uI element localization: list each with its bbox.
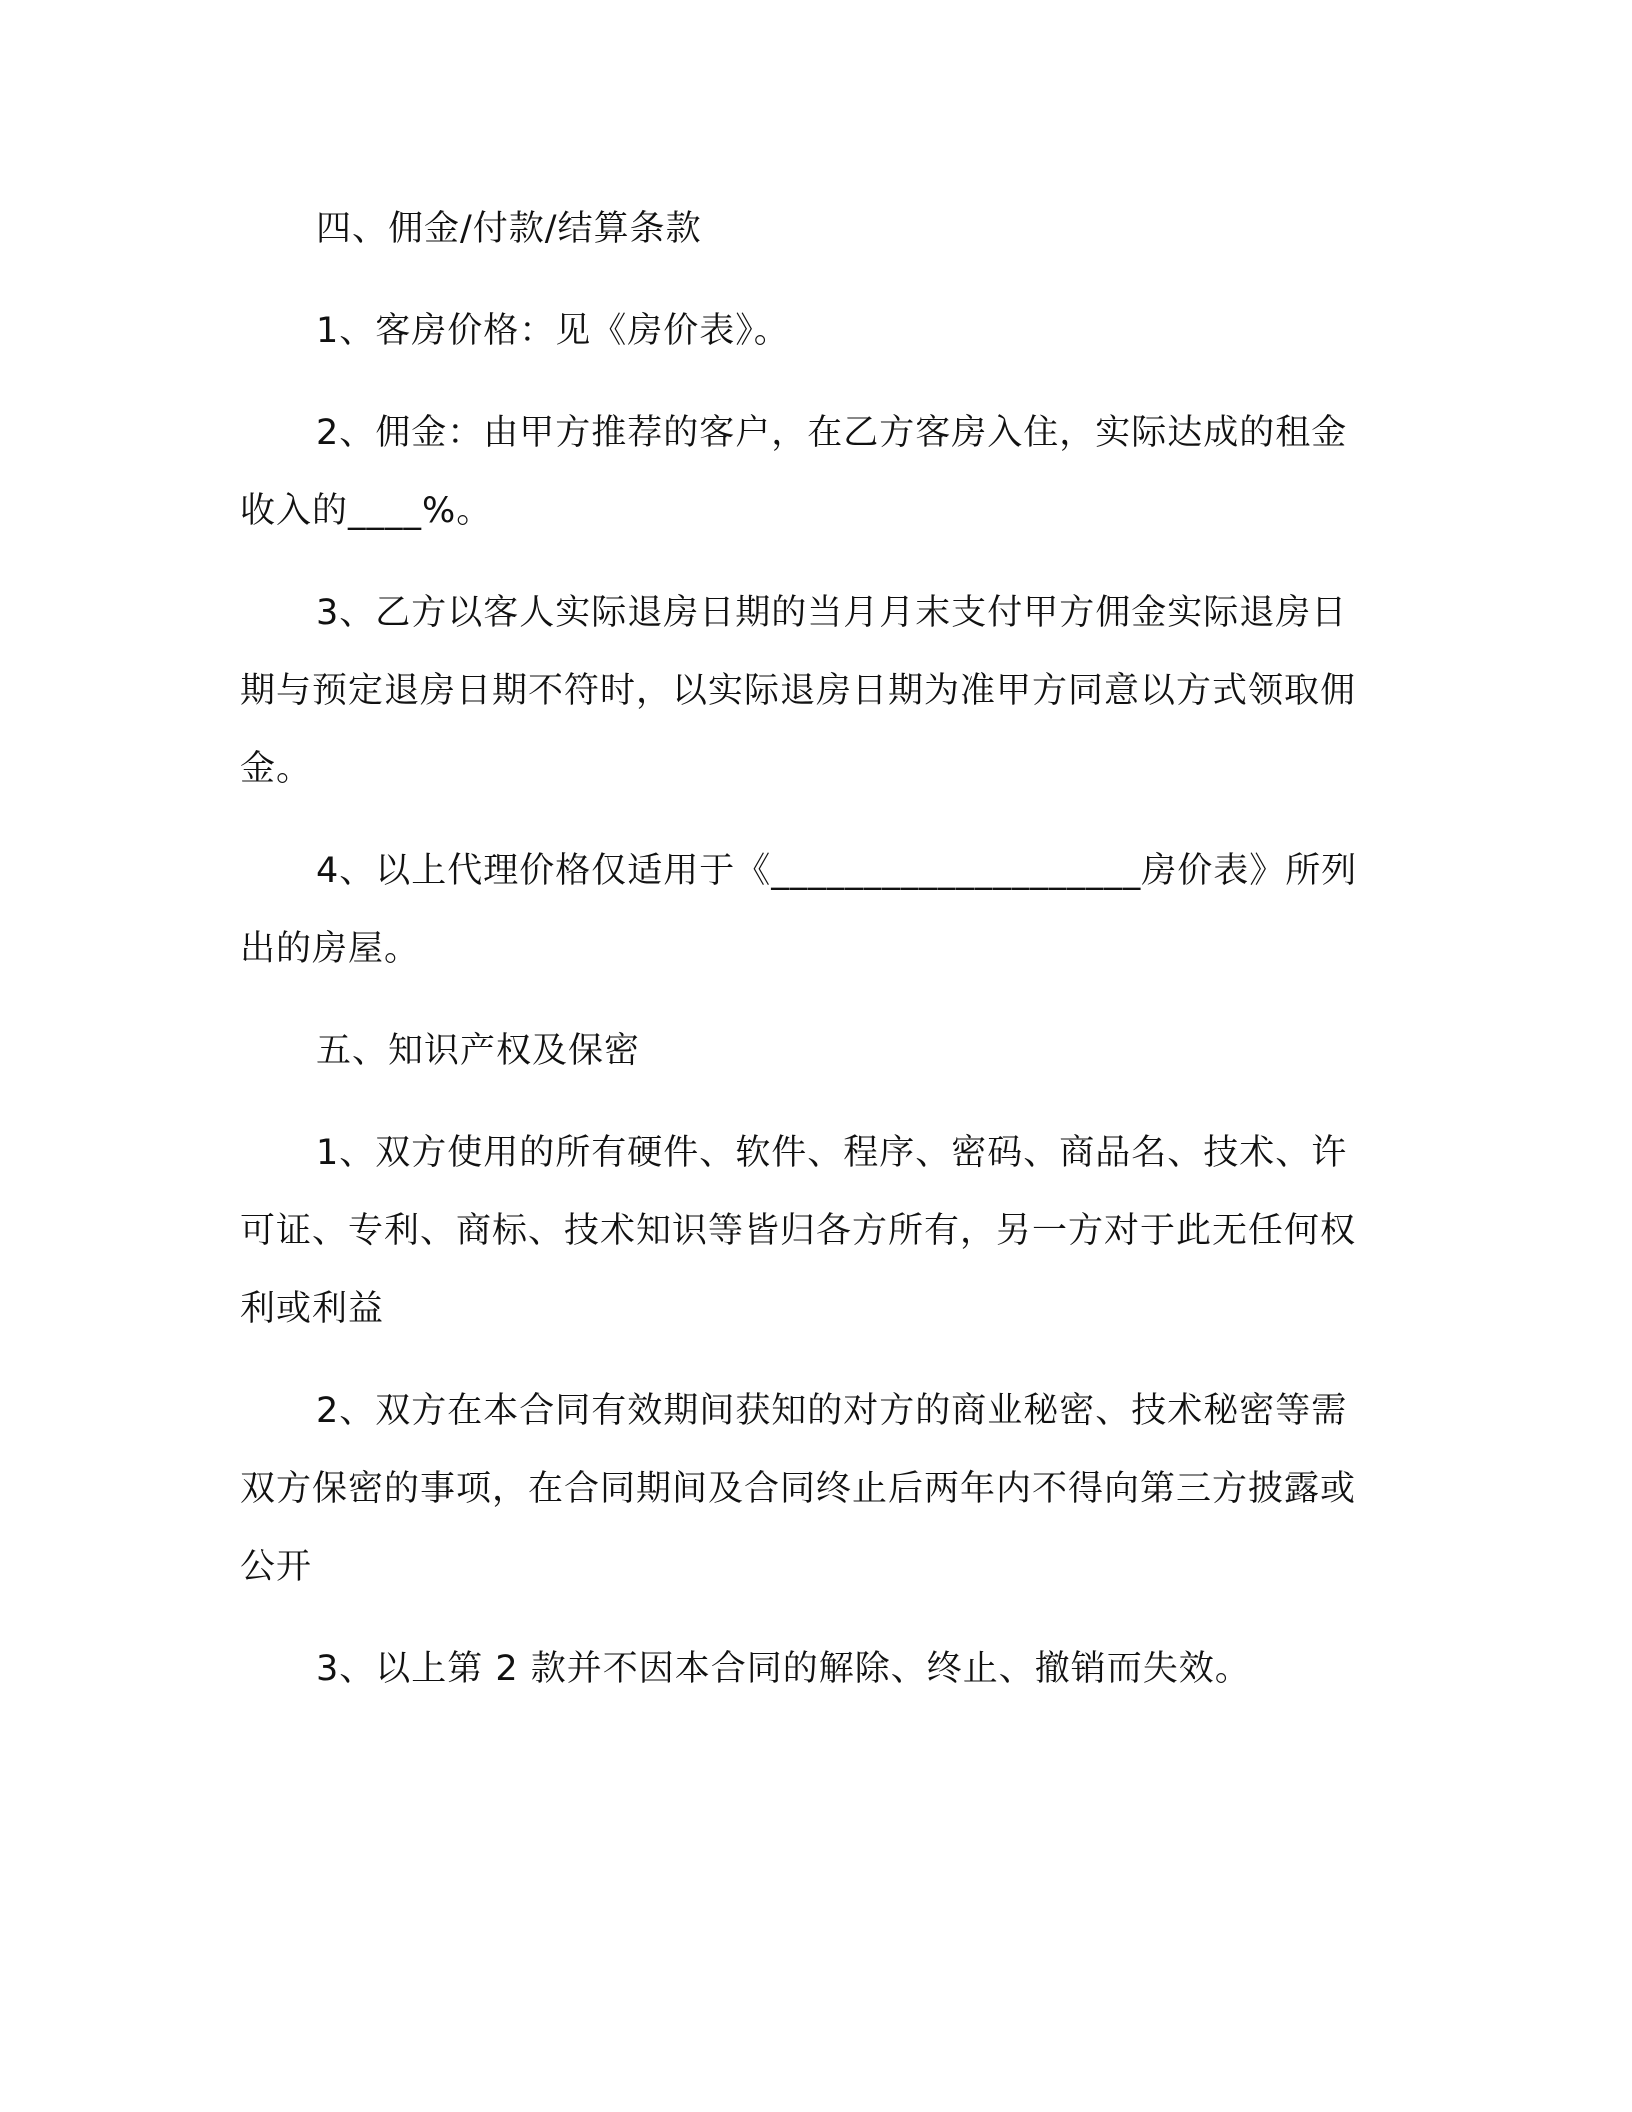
clause-ip-ownership: 1、双方使用的所有硬件、软件、程序、密码、商品名、技术、许可证、专利、商标、技术知识等皆归各方所有，另一方对于此无任何权利或利益 xyxy=(240,1133,1357,1329)
clause-room-price: 1、客房价格：见《房价表》。 xyxy=(316,311,790,351)
section-heading-commission: 四、佣金/付款/结算条款 xyxy=(316,209,702,249)
clause-payment-timing: 3、乙方以客人实际退房日期的当月月末支付甲方佣金实际退房日期与预定退房日期不符时，以实际退房日期为准甲方同意以方式领取佣金。 xyxy=(240,593,1357,789)
document-body xyxy=(240,190,1372,1708)
section-heading-ip-confidentiality: 五、知识产权及保密 xyxy=(316,1031,641,1071)
clause-survival: 3、以上第 2 款并不因本合同的解除、终止、撤销而失效。 xyxy=(316,1649,1251,1689)
clause-commission-rate: 2、佣金：由甲方推荐的客户，在乙方客房入住，实际达成的租金收入的____%。 xyxy=(240,413,1348,531)
clause-confidentiality: 2、双方在本合同有效期间获知的对方的商业秘密、技术秘密等需双方保密的事项，在合同期间及合同终止后两年内不得向第三方披露或公开 xyxy=(240,1391,1357,1587)
clause-price-scope: 4、以上代理价格仅适用于《____________________房价表》所列出的房屋。 xyxy=(240,851,1358,969)
